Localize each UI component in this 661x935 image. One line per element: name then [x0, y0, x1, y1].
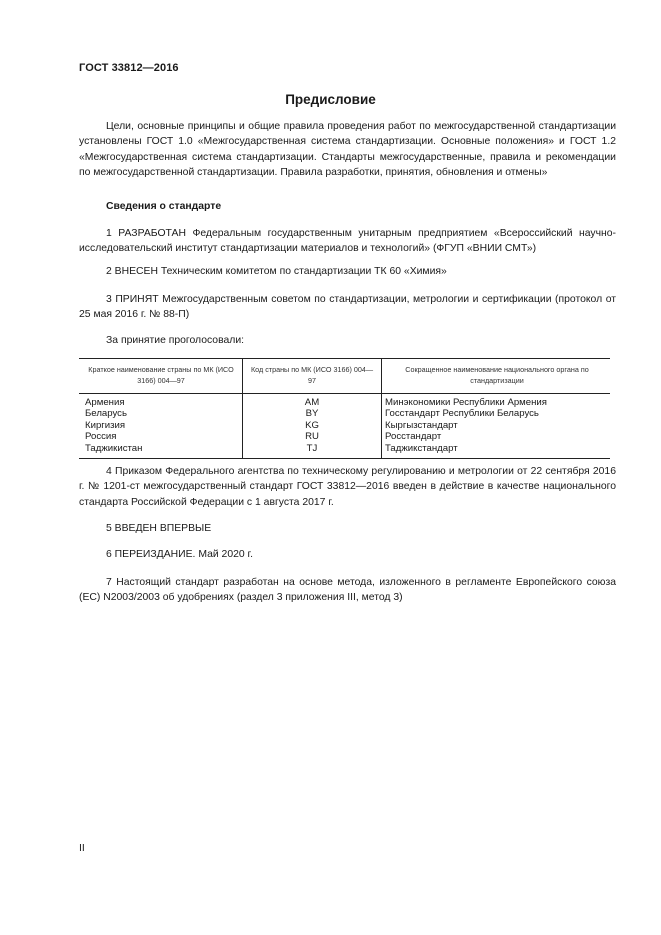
table-cell-country: Таджикистан [85, 442, 143, 454]
item-1-developed: 1 РАЗРАБОТАН Федеральным государственным унитарным предприятием «Всероссийский научно-исследовательский институт стандартизации материалов и технологий» (ФГУП «ВНИИ СМТ») [79, 228, 616, 255]
table-cell-body: Госстандарт Республики Беларусь [385, 408, 539, 420]
header-standards-body: Сокращенное наименование национального органа по стандартизации [405, 365, 589, 385]
page-title: Предисловие [285, 92, 376, 107]
table-cell-country: Россия [85, 431, 117, 443]
column-country [85, 397, 142, 454]
section-heading: Сведения о стандарте [106, 201, 222, 212]
table-divider [381, 359, 382, 458]
item-7-basis: 7 Настоящий стандарт разработан на основе метода, изложенного в регламенте Европейского союза (ЕС) N2003/2003 об удобрениях (раздел 3 приложения III, метод 3) [79, 577, 616, 604]
item-6-reissue: 6 ПЕРЕИЗДАНИЕ. Май 2020 г. [106, 549, 253, 560]
item-4-order: 4 Приказом Федерального агентства по техническому регулированию и метрологии от 22 сентября 2016 г. № 1201-ст межгосударственный стандарт ГОСТ 33812—2016 введен в действие в качестве национального стандарта Российской Федерации с 1 августа 2017 г. [79, 466, 616, 508]
table-cell-country: Армения [85, 397, 125, 408]
table-cell-body: Кыргызстандарт [385, 419, 458, 431]
header-code: Код страны по МК (ИСО 3166) 004—97 [250, 365, 374, 385]
column-standards-body [385, 397, 547, 454]
column-code [243, 397, 381, 454]
document-code: ГОСТ 33812—2016 [79, 62, 179, 74]
voted-label: За принятие проголосовали: [106, 335, 245, 346]
page-number: II [79, 842, 85, 854]
intro-paragraph: Цели, основные принципы и общие правила проведения работ по межгосударственной стандартизации установлены ГОСТ 1.0 «Межгосударственная система стандартизации. Основные положения» и ГОСТ 1.2 «Межгосударственная система стандартизации. Стандарты межгосударственные, правила и рекомендации по межгосударственной стандартизации. Правила разработки, принятия, обновления и отмены» [79, 121, 616, 179]
table-header-divider [79, 393, 610, 394]
voting-table [79, 358, 610, 459]
table-cell-code: TJ [306, 442, 318, 454]
header-country: Краткое наименование страны по МК (ИСО 3166) 004—97 [88, 365, 234, 385]
table-cell-body: Минэкономики Республики Армения [385, 397, 547, 408]
item-5-first-introduced: 5 ВВЕДЕН ВПЕРВЫЕ [106, 523, 212, 534]
table-cell-code: AM [304, 397, 320, 408]
table-cell-country: Киргизия [85, 419, 126, 431]
table-cell-body: Таджикстандарт [385, 442, 458, 454]
table-cell-body: Росстандарт [385, 431, 442, 443]
table-cell-country: Беларусь [85, 408, 127, 420]
table-cell-code: BY [305, 408, 319, 420]
table-cell-code: KG [305, 419, 319, 431]
item-3-adopted: 3 ПРИНЯТ Межгосударственным советом по стандартизации, метрологии и сертификации (протокол от 25 мая 2016 г. № 88-П) [79, 294, 616, 321]
table-cell-code: RU [305, 431, 319, 443]
item-2-introduced: 2 ВНЕСЕН Техническим комитетом по стандартизации ТК 60 «Химия» [106, 266, 447, 277]
